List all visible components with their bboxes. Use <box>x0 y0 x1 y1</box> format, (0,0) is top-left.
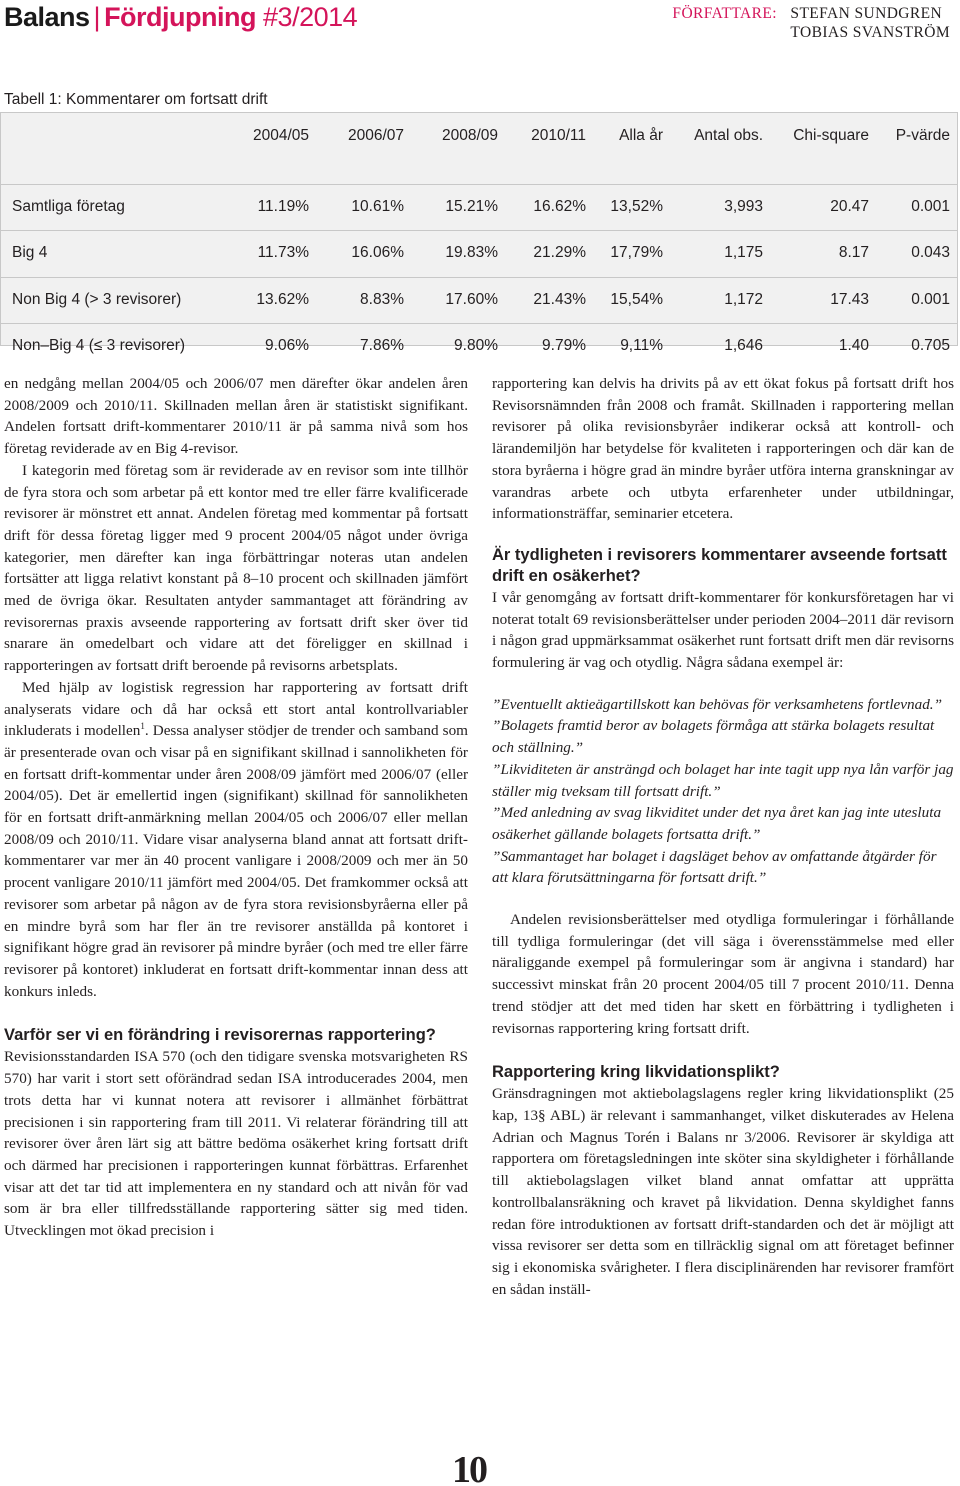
row-label: Non–Big 4 (≤ 3 revisorer) <box>12 337 186 354</box>
table-cell: 20.47 <box>830 198 869 215</box>
paragraph: Revisionsstandarden ISA 570 (och den tidigare svenska motsvarigheten RS 570) har varit i stort sett oförändrad sedan ISA introducerades 2004, men trots detta har vi kunnat notera att revisorer i allmänhet förbättrat precisionen i sin rapportering fram till 2011. Vi relaterar förändring till att revisorer över åren lärt sig att bättre bedöma osäkerhet kring fortsatt drift och därmed har precisionen i rapporteringen kunnat förbättras. Erfarenhet visar att det tar tid att implementera en ny standard och att nivån för vad som är bra eller tillfredsställande rapportering sätter sig med tiden. Utvecklingen mot ökad precision i <box>4 1048 468 1240</box>
table-cell: 16.06% <box>351 244 404 261</box>
table-header-row <box>1 113 957 184</box>
quote: ”Bolagets framtid beror av bolagets förmåga att stärka bolagets resultat och ställning.” <box>492 717 935 757</box>
section-heading: Varför ser vi en förändring i revisorernas rapportering? <box>4 1026 436 1045</box>
page-number: 10 <box>452 1449 486 1486</box>
table-cell: 11.73% <box>257 244 309 261</box>
brand-name: Balans <box>4 2 90 32</box>
right-column <box>492 373 954 1300</box>
results-table <box>0 112 958 354</box>
table-cell: 9.79% <box>542 337 586 354</box>
issue-number: #3/2014 <box>263 2 358 32</box>
table-row <box>1 323 957 354</box>
table-cell: 1,175 <box>724 244 763 261</box>
table-cell: 0.001 <box>911 198 950 215</box>
table-cell: 21.43% <box>533 291 586 308</box>
footnote-marker: 1 <box>140 721 145 732</box>
section-heading: Är tydligheten i revisorers kommentarer avseende fortsatt drift en osäkerhet? <box>492 545 947 585</box>
paragraph-text: . Dessa analyser stödjer de trender och samband som är presenterade ovan och visar på en signifikant skillnad i sannolikheten för en fortsatt drift-kommentar under åren 2008/09 jämfört med 2006/07 (eller 2004/05). Det är emellertid ingen (signifikant) skillnad för sannolikheten för en fortsatt drift-anmärkning mellan 2004/05 och 2006/07 eller mellan 2008/09 och 2010/11. Vidare visar analyserna bland annat att fortsatt drift-kommentarer var mer än 40 procent vanligare i 2008/2009 och mer än 50 procent vanligare 2010/11 jämfört med 2004/05. Det framkommer också att revisorer som arbetar på någon av de fyra stora revisionsbyråerna eller på en mindre byrå som har fler än tre revisorer anställda på kontoret i signifikant högre grad än revisorer på mindre byråer (och med tre eller färre revisorer på kontoret) inkluderat en fortsatt drift-kommentar innan dess att konkurs inleds. <box>4 722 468 1000</box>
table-cell: 2010/11 <box>531 127 586 144</box>
row-label: Samtliga företag <box>12 198 125 215</box>
magazine-brand <box>4 2 357 33</box>
table-cell: 13.62% <box>256 291 309 308</box>
table-cell: 0.043 <box>911 244 950 261</box>
table-cell: 15,54% <box>610 291 663 308</box>
paragraph: Andelen revisionsberättelser med otydliga formuleringar i förhållande till tydliga formuleringar (det vill säga i överensstämmelse med eller näraliggande exempel på formuleringar som är angivna i standard) har successivt minskat från 20 procent 2004/05 till 7 procent 2010/11. Denna trend stödjer att det med tiden har skett en förbättring i tydligheten i revisornas rapportering kring fortsatt drift. <box>492 911 954 1037</box>
table-cell: 3,993 <box>724 198 763 215</box>
paragraph <box>4 677 468 1003</box>
table-cell: 7.86% <box>360 337 404 354</box>
quote: ”Sammantaget har bolaget i dagsläget behov av omfattande åtgärder för att klara förutsättningarna för fortsatt drift.” <box>492 847 937 887</box>
table-cell: 8.83% <box>360 291 404 308</box>
table-cell: 13,52% <box>610 198 663 215</box>
table-cell: Antal obs. <box>694 127 763 144</box>
quote: ”Med anledning av svag likviditet under det nya året kan jag inte utesluta osäkerhet gällande bolagets fortsatta drift.” <box>492 804 942 843</box>
table-cell: 21.29% <box>533 244 586 261</box>
row-label: Non Big 4 (> 3 revisorer) <box>12 291 182 308</box>
table-cell: 9,11% <box>620 337 663 354</box>
table-cell: 15.21% <box>445 198 498 215</box>
table-cell: 8.17 <box>838 244 869 261</box>
table-row <box>1 184 957 230</box>
table-cell: 1.40 <box>838 337 869 354</box>
table-cell: P-värde <box>895 127 950 144</box>
table-row <box>1 277 957 323</box>
table-cell: Chi-square <box>793 127 869 144</box>
table-title: Tabell 1: Kommentarer om fortsatt drift <box>4 91 268 108</box>
table-row <box>1 230 957 277</box>
quote-list <box>492 694 954 889</box>
row-label: Big 4 <box>12 244 48 261</box>
table-cell: 19.83% <box>445 244 498 261</box>
table-cell: 2004/05 <box>252 127 309 144</box>
author-name: STEFAN SUNDGREN <box>790 5 943 22</box>
page-header <box>0 0 960 40</box>
brand-separator: | <box>93 2 101 32</box>
table-cell: 16.62% <box>533 198 586 215</box>
section-heading: Rapportering kring likvidationsplikt? <box>492 1063 780 1082</box>
table-cell: 2008/09 <box>441 127 498 144</box>
section-name: Fördjupning <box>104 2 257 32</box>
paragraph: I kategorin med företag som är reviderade av en revisor som inte tillhör de fyra stora och som arbetar på ett kontor med tre eller färre kvalificerade revisorer är mönstret ett annat. Andelen företag med kommentar på fortsatt drift för dessa företag ligger med 9 procent 2004/05 något under övriga kategorier, men därefter kan inga förbättringar noteras utan andelen fortsätter att ligga relativt konstant på 8–10 procent och skillnaden jämfört med de övriga ökar. Resultaten antyder sammantaget att förändring av revisorernas praxis avseende rapportering av fortsatt drift sker över tid snarare än omedelbart och vidare att det föreligger en skillnad i rapporteringen av fortsatt drift beroende på revisorns arbetsplats. <box>4 461 468 675</box>
left-column <box>4 373 468 1242</box>
results-table-section <box>0 88 958 354</box>
table-cell: 0.001 <box>911 291 950 308</box>
table-cell: 9.80% <box>454 337 498 354</box>
table-cell: 11.19% <box>257 198 309 215</box>
quote: ”Eventuellt aktieägartillskott kan behövas för verksamhetens fortlevnad.” <box>492 695 943 713</box>
author-block <box>672 4 950 42</box>
table-cell: 17.60% <box>445 291 498 308</box>
table-cell: 1,172 <box>724 291 763 308</box>
paragraph-text: Med hjälp av logistisk regression har rapportering av fortsatt drift analyserats vidare och då har också ett stort antal kontrollvariabler inkluderats i modellen <box>4 678 468 740</box>
table-cell: 17.43 <box>830 291 869 308</box>
paragraph: Gränsdragningen mot aktiebolagslagens regler kring likvidationsplikt (25 kap, 13§ ABL) är relevant i sammanhanget, vilket diskuterades av Helena Adrian och Magnus Torén i Balans nr 3/2006. Revisorer är skyldiga att rapportera om företagsledningen inte sköter sina skyldigheter i förhållande till aktiebolagslagen vilket bland annat omfattar att upprätta kontrollbalansräkning och kravet på likvidation. Denna skyldighet fanns redan före introduktionen av fortsatt drift-standarden och det är möjligt att vissa revisorer ser detta som en tillräcklig signal om att företaget befinner sig i ekonomiska svårigheter. I flera disciplinärenden har revisorer framfört en sådan inställ- <box>492 1085 954 1298</box>
table-cell: 9.06% <box>265 337 309 354</box>
quote: ”Likviditeten är ansträngd och bolaget har inte tagit upp nya lån varför jag ställer mig tveksam till fortsatt drift.” <box>492 760 954 800</box>
authors-label: FÖRFATTARE: <box>672 5 777 22</box>
table-cell: 17,79% <box>610 244 663 261</box>
paragraph: en nedgång mellan 2004/05 och 2006/07 men därefter ökar andelen åren 2008/2009 och 2010/11. Skillnaden mellan åren är statistiskt signifikant. Andelen fortsatt drift-kommentarer 2010/11 är på samma nivå som hos företag reviderade av en Big 4-revisor. <box>4 375 468 458</box>
table-cell: Alla år <box>619 127 663 144</box>
table-cell: 0.705 <box>911 337 950 354</box>
paragraph: rapportering kan delvis ha drivits på av ett ökat fokus på fortsatt drift hos Revisorsnämnden från 2008 och framåt. Skillnaden i rapportering mellan revisorer på olika revisionsbyråer indikerar också att kontroll- och lärandemiljön har betydelse för kvaliteten i rapporteringen och där kan de stora byråerna i högre grad än mindre byråer utföra interna granskningar av varandras arbete och utbyta erfarenheter under utbildningar, informationsträffar, seminarier etcetera. <box>492 375 954 523</box>
table-cell: 10.61% <box>351 198 404 215</box>
table-cell: 1,646 <box>724 337 763 354</box>
author-name: TOBIAS SVANSTRÖM <box>790 24 950 41</box>
table-cell: 2006/07 <box>347 127 404 144</box>
paragraph: I vår genomgång av fortsatt drift-kommentarer för konkursföretagen har vi noterat totalt 69 revisionsberättelser under perioden 2004–2011 där revisorn i någon grad uppmärksammat osäkerhet runt fortsatt drift men där revisorns formulering är vag och otydlig. Några sådana exempel är: <box>492 588 954 672</box>
